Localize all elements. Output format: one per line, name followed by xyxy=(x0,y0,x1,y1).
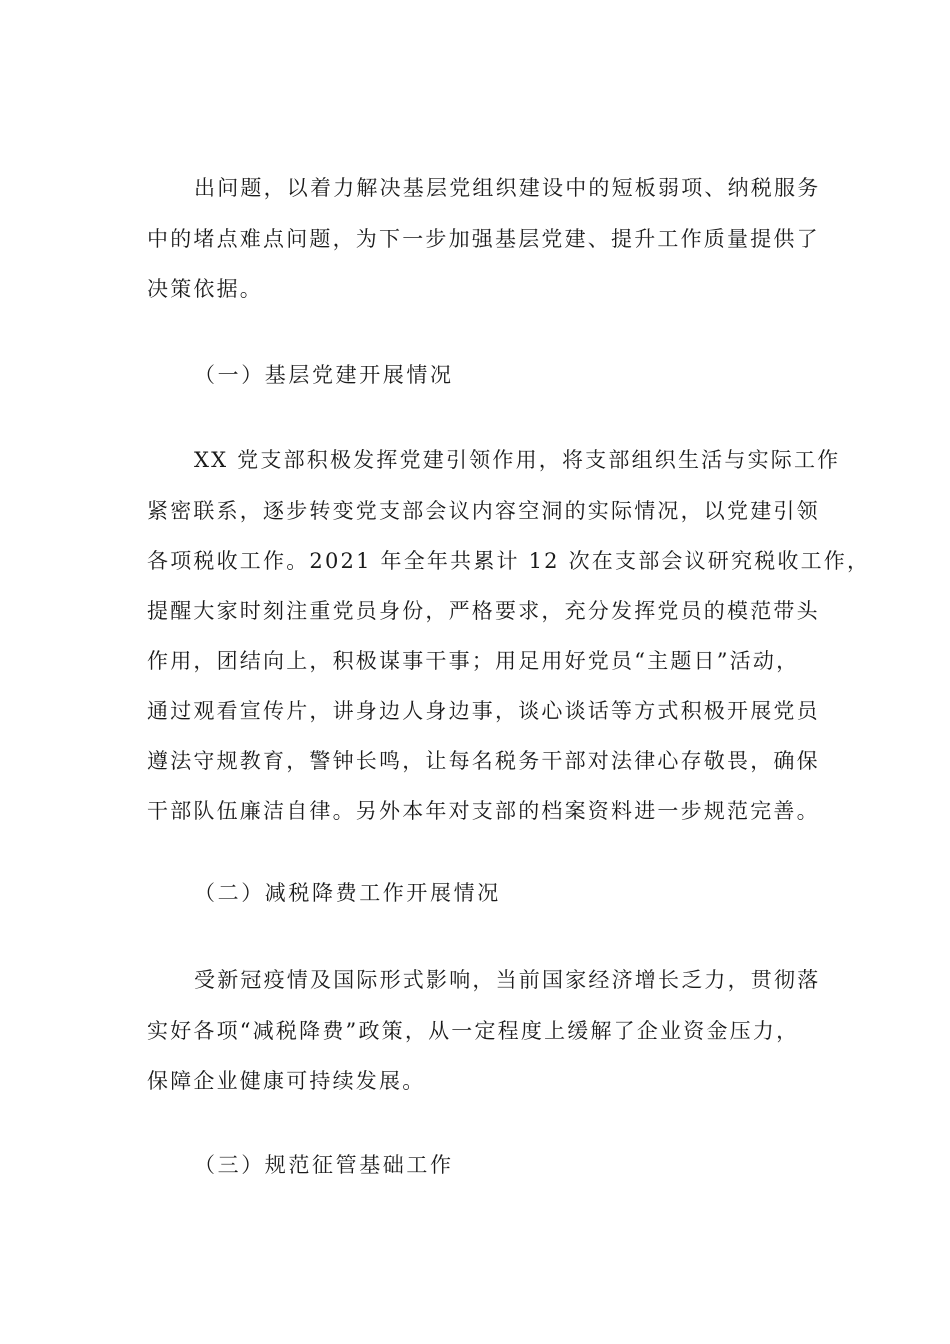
paragraph-2-line-7: 遵法守规教育，警钟长鸣，让每名税务干部对法律心存敬畏，确保 xyxy=(147,749,820,773)
paragraph-1-line-1: 出问题，以着力解决基层党组织建设中的短板弱项、纳税服务 xyxy=(194,176,821,200)
section-heading-2: （二）减税降费工作开展情况 xyxy=(194,881,501,905)
paragraph-2-line-6: 通过观看宣传片，讲身边人身边事，谈心谈话等方式积极开展党员 xyxy=(147,699,820,723)
paragraph-2-line-4: 提醒大家时刻注重党员身份，严格要求，充分发挥党员的模范带头 xyxy=(147,599,820,623)
paragraph-2-line-2: 紧密联系，逐步转变党支部会议内容空洞的实际情况，以党建引领 xyxy=(147,499,820,523)
paragraph-1-line-2: 中的堵点难点问题，为下一步加强基层党建、提升工作质量提供了 xyxy=(147,227,820,251)
paragraph-2-line-5: 作用，团结向上，积极谋事干事；用足用好党员“主题日”活动， xyxy=(147,649,800,673)
paragraph-2-line-1: XX 党支部积极发挥党建引领作用，将支部组织生活与实际工作 xyxy=(194,448,841,472)
paragraph-1-line-3: 决策依据。 xyxy=(147,277,263,301)
paragraph-3-line-1: 受新冠疫情及国际形式影响，当前国家经济增长乏力，贯彻落 xyxy=(194,968,821,992)
paragraph-3-line-2: 实好各项“减税降费”政策，从一定程度上缓解了企业资金压力， xyxy=(147,1019,800,1043)
paragraph-3-line-3: 保障企业健康可持续发展。 xyxy=(147,1069,426,1093)
paragraph-2-line-8: 干部队伍廉洁自律。另外本年对支部的档案资料进一步规范完善。 xyxy=(147,799,820,823)
paragraph-2-line-3: 各项税收工作。2021 年全年共累计 12 次在支部会议研究税收工作， xyxy=(147,549,871,573)
section-heading-3: （三）规范征管基础工作 xyxy=(194,1153,454,1177)
section-heading-1: （一）基层党建开展情况 xyxy=(194,363,454,387)
